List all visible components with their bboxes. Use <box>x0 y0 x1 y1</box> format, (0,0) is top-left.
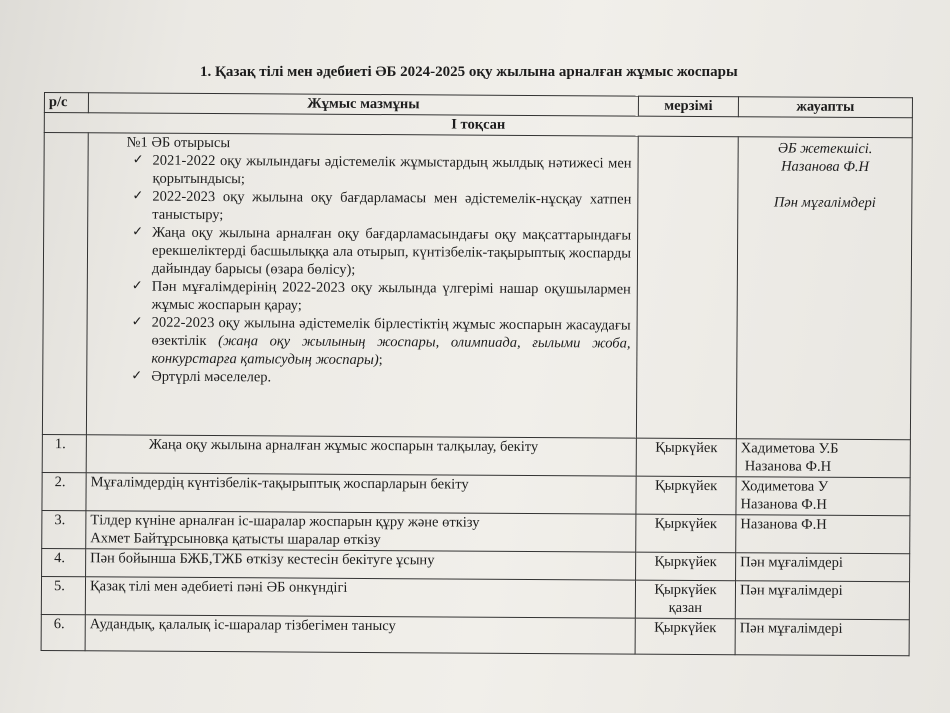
meeting-row <box>42 133 912 440</box>
row-content: Қазақ тілі мен әдебиеті пәні ӘБ онкүндігі <box>85 577 635 618</box>
agenda-item: ✓ 2021-2022 оқу жылындағы әдістемелік жұмыстардың жылдық нәтижесі мен қорытындысы; <box>132 152 632 188</box>
row-responsible: Ходиметова У Назанова Ф.Н <box>736 477 910 516</box>
row-term: Қыркүйек <box>635 618 735 655</box>
row-num: 2. <box>42 472 86 510</box>
agenda-item: ✓ Әртүрлі мәселелер. <box>131 368 272 386</box>
table-row <box>42 472 910 515</box>
table-row <box>42 434 910 477</box>
row-term: Қыркүйек <box>636 552 736 581</box>
check-icon: ✓ <box>131 314 143 330</box>
row-content: Пән бойынша БЖБ,ТЖБ өткізу кестесін бекітуге ұсыну <box>86 549 636 580</box>
document-title: 1. Қазақ тілі мен әдебиеті ӘБ 2024-2025 оқу жылына арналған жұмыс жоспары <box>200 64 738 80</box>
row-num: 4. <box>42 548 86 576</box>
header-responsible: жауапты <box>738 97 912 118</box>
header-num: р/с <box>44 93 88 113</box>
row-responsible: Назанова Ф.Н <box>736 515 910 554</box>
row-content: Жаңа оқу жылына арналған жұмыс жоспарын талқылау, бекіту <box>86 435 636 476</box>
row-content: Мұғалімдердің күнтізбелік-тақырыптық жоспарларын бекіту <box>86 473 636 514</box>
header-term: мерзімі <box>638 96 738 117</box>
meeting-content-cell <box>86 133 638 438</box>
check-icon: ✓ <box>132 224 144 240</box>
work-plan-table <box>41 92 913 656</box>
row-term: Қыркүйек <box>636 438 736 477</box>
check-icon: ✓ <box>131 368 143 384</box>
meeting-title: №1 ӘБ отырысы <box>126 134 231 152</box>
row-num: 5. <box>41 576 85 614</box>
table-row <box>41 576 909 619</box>
meeting-num-cell <box>42 133 88 435</box>
row-num: 1. <box>42 434 86 472</box>
quarter-label: І тоқсан <box>44 113 912 138</box>
row-content: Тілдер күніне арналған іс-шаралар жоспарын құру және өткізу Ахмет Байтұрсыновқа қатысты шаралар өткізу <box>86 511 636 552</box>
table-row <box>41 614 909 655</box>
meeting-responsible-cell <box>736 137 912 440</box>
row-term: Қыркүйек <box>636 476 736 515</box>
agenda-item: ✓ 2022-2023 оқу жылына оқу бағдарламасы мен әдістемелік-нұсқау хатпен таныстыру; <box>132 188 632 224</box>
responsible-teachers: Пән мұғалімдері <box>773 194 876 212</box>
row-responsible: Хадиметова У.Б Назанова Ф.Н <box>736 439 910 478</box>
agenda-item: ✓ 2022-2023 оқу жылына әдістемелік бірлестіктің жұмыс жоспарын жасаудағы өзектілік (жаңа оқу жылының жоспары, олимпиада, ғылыми жоба, конкурстарға қатысудың жоспары); <box>131 314 631 369</box>
table-row <box>42 510 910 553</box>
row-responsible: Пән мұғалімдері <box>735 581 909 620</box>
header-content: Жұмыс мазмұны <box>88 93 638 116</box>
responsible-head: ӘБ жетекшісі. <box>777 140 873 158</box>
check-icon: ✓ <box>131 278 143 294</box>
row-num: 6. <box>41 614 85 650</box>
agenda-list <box>91 151 631 388</box>
row-num: 3. <box>42 510 86 548</box>
check-icon: ✓ <box>132 152 144 168</box>
check-icon: ✓ <box>132 188 144 204</box>
meeting-term-cell <box>636 136 738 439</box>
row-responsible: Пән мұғалімдері <box>735 619 909 656</box>
agenda-item: ✓ Пән мұғалімдерінің 2022-2023 оқу жылында үлгерімі нашар оқушылармен жұмыс жоспарын қарау; <box>131 278 631 314</box>
row-term: Қыркүйек қазан <box>635 580 735 619</box>
agenda-item: ✓ Жаңа оқу жылына арналған оқу бағдарламасындағы оқу мақсаттарындағы ерекшеліктерді басшылыққа ала отырып, күнтізбелік-тақырыптық жоспарды дайындау барысы (өзара бөлісу); <box>132 224 632 278</box>
row-content: Аудандық, қалалық іс-шаралар тізбегімен танысу <box>85 615 635 654</box>
row-responsible: Пән мұғалімдері <box>736 553 910 582</box>
row-term: Қыркүйек <box>636 514 736 553</box>
agenda-item-note: (жаңа оқу жылының жоспары, олимпиада, ғылыми жоба, конкурстарға қатысудың жоспары) <box>151 333 631 369</box>
responsible-name: Назанова Ф.Н <box>781 158 870 176</box>
